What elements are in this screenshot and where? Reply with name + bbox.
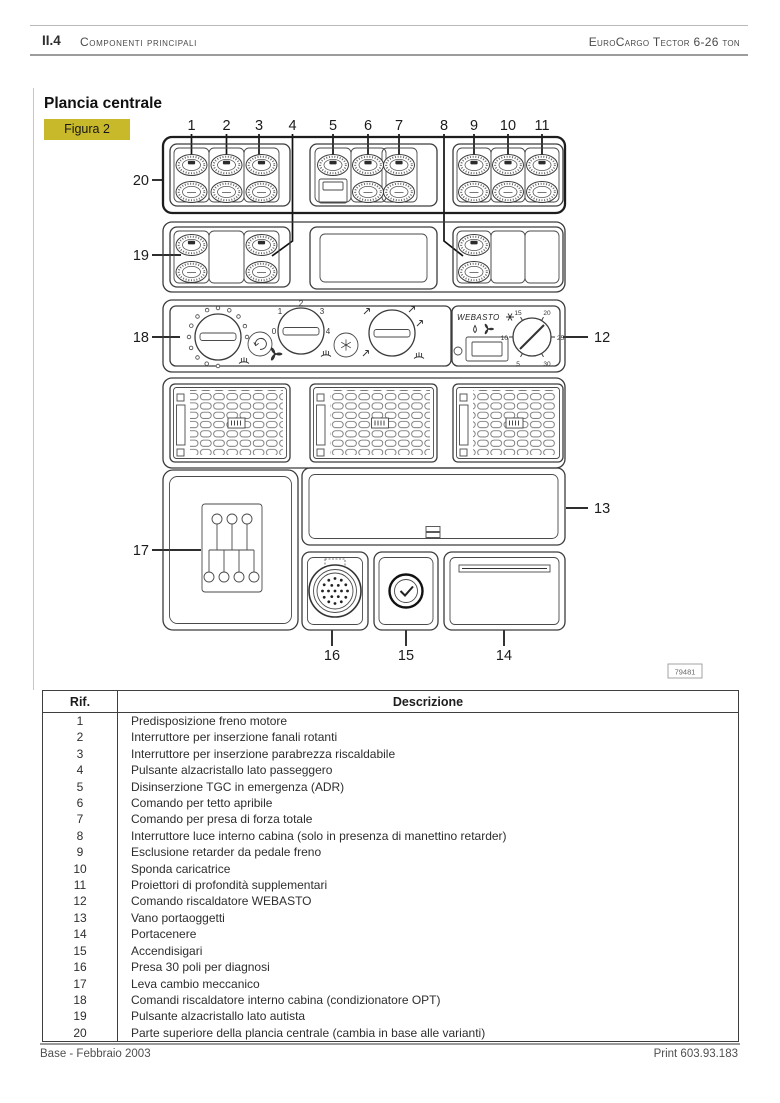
legend-table	[42, 690, 739, 1042]
second-switch-panel	[163, 222, 565, 292]
rocker-switch	[527, 155, 558, 176]
callout-19: 19	[132, 248, 149, 264]
callout-5: 5	[328, 118, 338, 134]
webasto-button	[454, 347, 462, 355]
rif-cell: 18	[43, 992, 118, 1008]
rif-cell: 15	[43, 943, 118, 959]
webasto-timer-dial	[501, 310, 565, 368]
rif-cell: 8	[43, 828, 118, 844]
desc-cell: Interruttore luce interno cabina (solo in presenza di manettino retarder)	[131, 828, 507, 843]
rif-cell: 17	[43, 976, 118, 992]
rocker-switch	[459, 182, 490, 203]
desc-cell: Esclusione retarder da pedale freno	[131, 845, 322, 860]
table-row	[43, 893, 739, 909]
desc-cell: Vano portaoggetti	[131, 910, 225, 925]
table-row	[43, 713, 739, 730]
dial-20: 20	[543, 310, 551, 317]
fan-icon	[506, 314, 514, 321]
rocker-switch	[384, 155, 415, 176]
rif-cell: 1	[43, 713, 118, 730]
figure-ref-code: 79481	[674, 667, 696, 677]
climate-control-panel	[163, 299, 565, 372]
rocker-switch	[353, 155, 384, 176]
cigarette-lighter-panel	[374, 552, 438, 630]
fan-number-1: 1	[277, 307, 283, 316]
desc-cell: Comando per presa di forza totale	[131, 812, 313, 827]
vent-thumb	[372, 418, 389, 428]
switch-group-row2-right	[453, 227, 563, 287]
table-row	[43, 828, 739, 844]
heater-controls	[170, 299, 451, 368]
section-title: Componenti principali	[80, 35, 197, 49]
desc-cell: Presa 30 poli per diagnosi	[131, 960, 270, 975]
callout-4: 4	[288, 118, 297, 134]
rocker-switch	[176, 155, 207, 176]
desc-cell: Proiettori di profondità supplementari	[131, 878, 328, 893]
table-row	[43, 1025, 739, 1042]
air-direction-icon	[364, 309, 370, 315]
rocker-switch	[318, 155, 349, 176]
header-bottom-rule	[30, 54, 748, 56]
rocker-switch	[176, 182, 207, 203]
ashtray-panel	[444, 552, 565, 630]
rif-cell: 6	[43, 795, 118, 811]
rif-cell: 14	[43, 926, 118, 942]
upper-switch-panel	[163, 137, 565, 213]
table-row	[43, 729, 739, 745]
rocker-switch	[459, 155, 490, 176]
rif-cell: 10	[43, 861, 118, 877]
vent-thumb	[506, 418, 523, 428]
table-row	[43, 762, 739, 778]
model-designation: EuroCargo Tector 6-26 ton	[588, 35, 740, 49]
section-number: II.4	[42, 33, 61, 48]
fan-number-2: 2	[298, 299, 304, 308]
fan-number-0: 0	[271, 327, 277, 336]
recirculation-icon	[254, 338, 267, 349]
rif-cell: 13	[43, 910, 118, 926]
glovebox	[302, 468, 565, 545]
gear-pattern	[204, 514, 259, 582]
rocker-switch	[493, 155, 524, 176]
diagnosis-socket-panel	[302, 552, 368, 630]
desc-cell: Portacenere	[131, 927, 197, 942]
rocker-switch	[211, 155, 242, 176]
desc-cell: Comando riscaldatore WEBASTO	[131, 894, 312, 909]
defrost-icon	[321, 350, 331, 356]
rocker-switch	[176, 262, 207, 283]
footer-edition: Base - Febbraio 2003	[40, 1048, 151, 1060]
table-row	[43, 861, 739, 877]
fan-number-3: 3	[319, 307, 325, 316]
rocker-switch	[459, 235, 490, 256]
desc-cell: Interruttore per inserzione parabrezza riscaldabile	[131, 746, 396, 761]
desc-cell: Comandi riscaldatore interno cabina (condizionatore OPT)	[131, 992, 441, 1007]
recirculation-button	[248, 332, 272, 356]
callout-10: 10	[499, 118, 517, 134]
rocker-switch	[246, 262, 277, 283]
fan-speed-knob	[270, 299, 331, 361]
desc-cell: Pulsante alzacristallo lato passeggero	[131, 763, 333, 778]
callout-3: 3	[254, 118, 264, 134]
callout-1: 1	[187, 118, 196, 134]
table-header-row	[43, 691, 739, 713]
figure-ref-box	[668, 664, 702, 678]
callout-8: 8	[439, 118, 449, 134]
fan-icon	[484, 323, 494, 334]
table-row	[43, 795, 739, 811]
switch-group-driver	[170, 227, 290, 287]
webasto-label: WEBASTO	[457, 313, 500, 322]
rif-cell: 4	[43, 762, 118, 778]
rocker-switch	[384, 182, 415, 203]
ac-button	[334, 333, 358, 357]
rif-cell: 11	[43, 877, 118, 893]
desc-cell: Sponda caricatrice	[131, 861, 231, 876]
table-row	[43, 1008, 739, 1024]
dashboard-figure	[120, 113, 740, 688]
table-row	[43, 811, 739, 827]
dial-10: 10	[500, 335, 508, 342]
rocker-switch	[353, 182, 384, 203]
switch-group-left	[170, 144, 290, 206]
table-row	[43, 959, 739, 975]
air-vent	[453, 384, 563, 462]
snowflake-icon	[341, 339, 351, 350]
switch-group-middle	[310, 144, 437, 206]
rif-cell: 12	[43, 893, 118, 909]
callout-6: 6	[363, 118, 373, 134]
rocker-switch	[176, 235, 207, 256]
defrost-icon	[414, 352, 424, 358]
callout-11: 11	[534, 118, 550, 134]
callout-13: 13	[594, 501, 611, 517]
rocker-switch	[246, 155, 277, 176]
vent-thumb	[228, 418, 245, 428]
figure-badge: Figura 2	[44, 119, 130, 140]
air-vent	[310, 384, 437, 462]
air-distribution-knob	[363, 307, 424, 359]
rocker-switch	[493, 182, 524, 203]
desc-cell: Comando per tetto apribile	[131, 796, 273, 811]
desc-cell: Accendisigari	[131, 943, 203, 958]
blank-module	[310, 227, 437, 289]
table-row	[43, 779, 739, 795]
rif-header: Rif.	[43, 691, 118, 713]
callout-2: 2	[222, 118, 231, 134]
desc-cell: Parte superiore della plancia centrale (cambia in base alle varianti)	[131, 1025, 486, 1040]
callout-14: 14	[495, 648, 513, 664]
dial-15: 15	[514, 310, 522, 317]
air-vent-panel	[163, 378, 565, 468]
callout-17: 17	[132, 543, 149, 559]
rif-cell: 16	[43, 959, 118, 975]
defrost-icon	[239, 357, 249, 363]
webasto-panel	[452, 306, 565, 368]
callout-12: 12	[594, 330, 611, 346]
rif-cell: 3	[43, 746, 118, 762]
fan-number-4: 4	[325, 327, 331, 336]
callout-16: 16	[323, 648, 341, 664]
air-direction-icon	[417, 321, 423, 327]
rocker-switch	[459, 262, 490, 283]
table-row	[43, 976, 739, 992]
callout-20: 20	[132, 173, 149, 189]
table-row	[43, 746, 739, 762]
descrizione-header: Descrizione	[118, 691, 739, 713]
rif-cell: 7	[43, 811, 118, 827]
desc-cell: Leva cambio meccanico	[131, 976, 260, 991]
dial-30: 30	[543, 361, 551, 368]
figure-title: Plancia centrale	[44, 95, 163, 112]
rocker-switch	[211, 182, 242, 203]
rif-cell: 19	[43, 1008, 118, 1024]
temperature-knob	[187, 306, 249, 368]
fan-icon	[270, 347, 282, 361]
callout-18: 18	[132, 330, 149, 346]
footer-rule	[40, 1043, 740, 1045]
callout-9: 9	[469, 118, 479, 134]
table-row	[43, 877, 739, 893]
rif-cell: 9	[43, 844, 118, 860]
rif-cell: 5	[43, 779, 118, 795]
footer-print-code: Print 603.93.183	[653, 1048, 738, 1060]
flame-icon	[474, 326, 477, 333]
table-row	[43, 926, 739, 942]
air-direction-icon	[409, 307, 415, 313]
desc-cell: Disinserzione TGC in emergenza (ADR)	[131, 779, 345, 794]
table-row	[43, 943, 739, 959]
left-margin-rule	[33, 88, 34, 690]
air-direction-icon	[363, 351, 369, 357]
rocker-switch	[246, 182, 277, 203]
rocker-switch	[246, 235, 277, 256]
rif-cell: 20	[43, 1025, 118, 1042]
callout-15: 15	[397, 648, 415, 664]
air-vent	[170, 384, 290, 462]
table-row	[43, 844, 739, 860]
desc-cell: Interruttore per inserzione fanali rotanti	[131, 730, 338, 745]
dial-5: 5	[516, 361, 520, 368]
rocker-switch	[527, 182, 558, 203]
desc-cell: Pulsante alzacristallo lato autista	[131, 1009, 306, 1024]
table-row	[43, 992, 739, 1008]
callout-7: 7	[394, 118, 404, 134]
table-row	[43, 910, 739, 926]
desc-cell: Predisposizione freno motore	[131, 714, 288, 728]
rif-cell: 2	[43, 729, 118, 745]
header-top-rule	[30, 25, 748, 26]
dial-25: 25	[557, 335, 565, 342]
